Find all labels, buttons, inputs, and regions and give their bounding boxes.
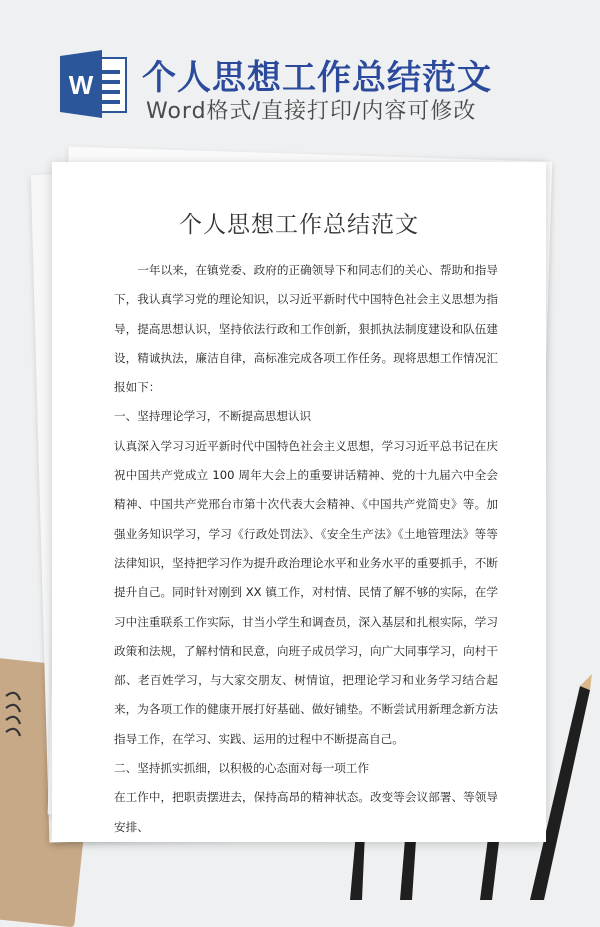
banner-subtitle: Word格式/直接打印/内容可修改 (146, 99, 477, 124)
word-document-icon (58, 48, 130, 120)
word-logo-letter: W (68, 70, 94, 100)
document-page (52, 162, 546, 842)
paragraph-section-1: 认真深入学习习近平新时代中国特色社会主义思想，学习习近平总书记在庆祝中国共产党成立 100 周年大会上的重要讲话精神、党的十九届六中全会精神、中国共产党邢台市第十次代表大会精神、《中国共产党简史》等。加强业务知识学习，学习《行政处罚法》、《安全生产法》《土地管理法》等等法律知识，坚持把学习作为提升政治理论水平和业务水平的重要抓手，不断提升自己。同时针对刚到 XX 镇工作，对村情、民情了解不够的实际，在学习中注重联系工作实际，甘当小学生和调查员，深入基层和扎根实际，学习政策和法规，了解村情和民意，向班子成员学习，向广大同事学习，向村干部、老百姓学习，与大家交朋友、树情谊，把理论学习和业务学习结合起来，为各项工作的健康开展打好基础、做好铺垫。不断尝试用新理念新方法指导工作，在学习、实践、运用的过程中不断提高自己。 (114, 438, 498, 746)
paragraph-section-2: 在工作中，把职责摆进去，保持高昂的精神状态。改变等会议部署、等领导安排、 (114, 790, 498, 834)
document-title: 个人思想工作总结范文 (179, 212, 419, 238)
banner-title: 个人思想工作总结范文 (142, 58, 492, 98)
section-heading-1: 一、坚持理论学习，不断提高思想认识 (114, 409, 312, 424)
notebook-rings-decoration (2, 686, 42, 746)
paragraph-intro: 一年以来，在镇党委、政府的正确领导下和同志们的关心、帮助和指导下，我认真学习党的理论知识，以习近平新时代中国特色社会主义思想为指导，提高思想认识，坚持依法行政和工作创新，狠抓执法制度建设和队伍建设，精诚执法，廉洁自律，高标准完成各项工作任务。现将思想工作情况汇报如下： (114, 263, 498, 395)
page-header (0, 0, 600, 150)
section-heading-2: 二、坚持抓实抓细，以积极的心态面对每一项工作 (114, 761, 370, 776)
document-body (114, 256, 498, 842)
